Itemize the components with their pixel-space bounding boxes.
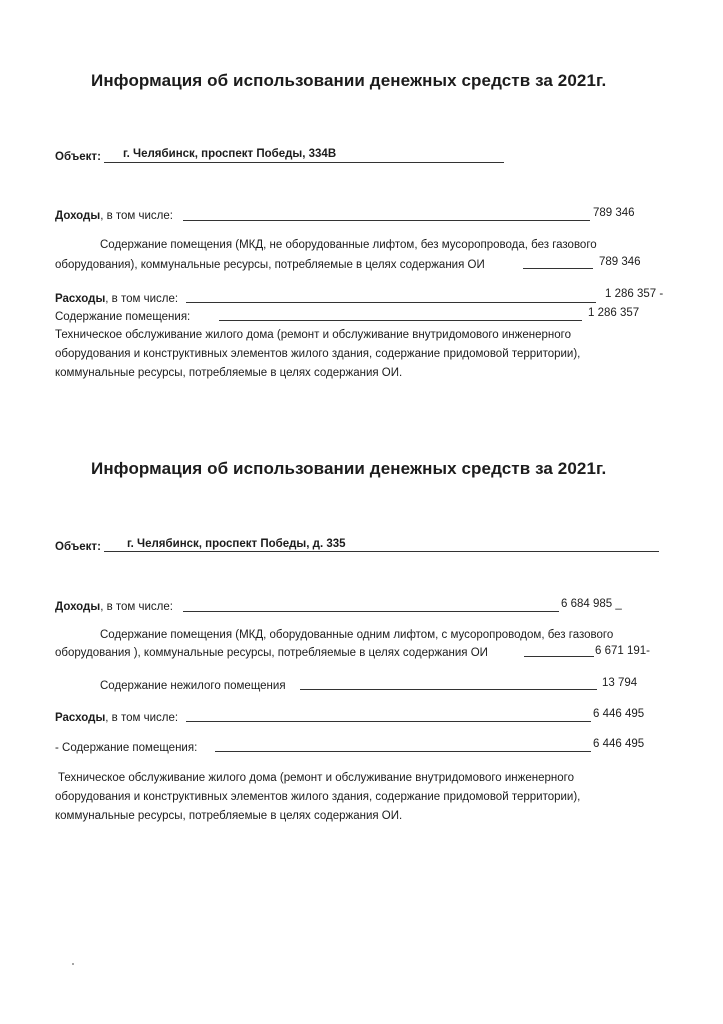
section-2-maintenance-label: - Содержание помещения: bbox=[55, 742, 198, 754]
section-1-object-value: г. Челябинск, проспект Победы, 334В bbox=[123, 148, 337, 160]
section-2-nonresidential-value: 13 794 bbox=[602, 677, 638, 689]
section-2-income-detail-line1: Содержание помещения (МКД, оборудованные одним лифтом, с мусоропроводом, без газового bbox=[100, 629, 614, 641]
section-1-title: Информация об использовании денежных средств за 2021г. bbox=[91, 71, 607, 90]
section-2-income-detail-line2: оборудования ), коммунальные ресурсы, потребляемые в целях содержания ОИ bbox=[55, 647, 488, 659]
section-1-income-leader bbox=[183, 220, 590, 221]
section-2-title: Информация об использовании денежных средств за 2021г. bbox=[91, 459, 607, 478]
scan-speck bbox=[72, 963, 74, 965]
object-label: Объект: bbox=[55, 151, 101, 163]
section-1-income-value: 789 346 bbox=[593, 207, 635, 219]
section-1-expense-label: Расходы, в том числе: bbox=[55, 293, 179, 305]
section-1-maintenance-leader bbox=[219, 320, 582, 321]
section-2-income-detail-value: 6 671 191- bbox=[595, 645, 650, 657]
section-2-expense-value: 6 446 495 bbox=[593, 708, 645, 720]
section-2-maintenance-value: 6 446 495 bbox=[593, 738, 645, 750]
section-2-note-line1: Техническое обслуживание жилого дома (ремонт и обслуживание внутридомового инженерного bbox=[58, 772, 574, 784]
section-2-income-leader bbox=[183, 611, 559, 612]
section-1-income-detail-leader bbox=[523, 268, 593, 269]
section-1-income-detail-line2: оборудования), коммунальные ресурсы, потребляемые в целях содержания ОИ bbox=[55, 259, 485, 271]
section-2-object-label bbox=[55, 540, 101, 554]
section-1-object-underline bbox=[104, 162, 504, 163]
section-2-nonresidential-leader bbox=[300, 689, 597, 690]
section-1-expense-leader bbox=[186, 302, 596, 303]
section-2-income-value: 6 684 985 _ bbox=[561, 598, 622, 610]
section-1-expense-value: 1 286 357 - bbox=[605, 288, 664, 300]
section-2-note-line2: оборудования и конструктивных элементов жилого здания, содержание придомовой территории), bbox=[55, 791, 581, 803]
section-2-maintenance-leader bbox=[215, 751, 591, 752]
section-2-nonresidential-label: Содержание нежилого помещения bbox=[100, 680, 286, 692]
section-2-income-label: Доходы, в том числе: bbox=[55, 601, 173, 613]
section-2-note-line3: коммунальные ресурсы, потребляемые в целях содержания ОИ. bbox=[55, 810, 403, 822]
section-1-note-line1: Техническое обслуживание жилого дома (ремонт и обслуживание внутридомового инженерного bbox=[55, 329, 571, 341]
section-1-maintenance-value: 1 286 357 bbox=[588, 307, 640, 319]
section-1-income-detail-line1: Содержание помещения (МКД, не оборудованные лифтом, без мусоропровода, без газового bbox=[100, 239, 597, 251]
section-2-expense-leader bbox=[186, 721, 591, 722]
section-1-income-label: Доходы, в том числе: bbox=[55, 210, 173, 222]
section-1-object-label bbox=[55, 150, 101, 164]
object-label: Объект: bbox=[55, 541, 101, 553]
section-2-object-value: г. Челябинск, проспект Победы, д. 335 bbox=[127, 538, 346, 550]
section-2-expense-label: Расходы, в том числе: bbox=[55, 712, 179, 724]
section-1-note-line2: оборудования и конструктивных элементов жилого здания, содержание придомовой территории), bbox=[55, 348, 581, 360]
section-2-object-underline bbox=[104, 551, 659, 552]
section-2-income-detail-leader bbox=[524, 656, 594, 657]
section-1-note-line3: коммунальные ресурсы, потребляемые в целях содержания ОИ. bbox=[55, 367, 403, 379]
section-1-maintenance-label: Содержание помещения: bbox=[55, 311, 191, 323]
section-1-income-detail-value: 789 346 bbox=[599, 256, 641, 268]
